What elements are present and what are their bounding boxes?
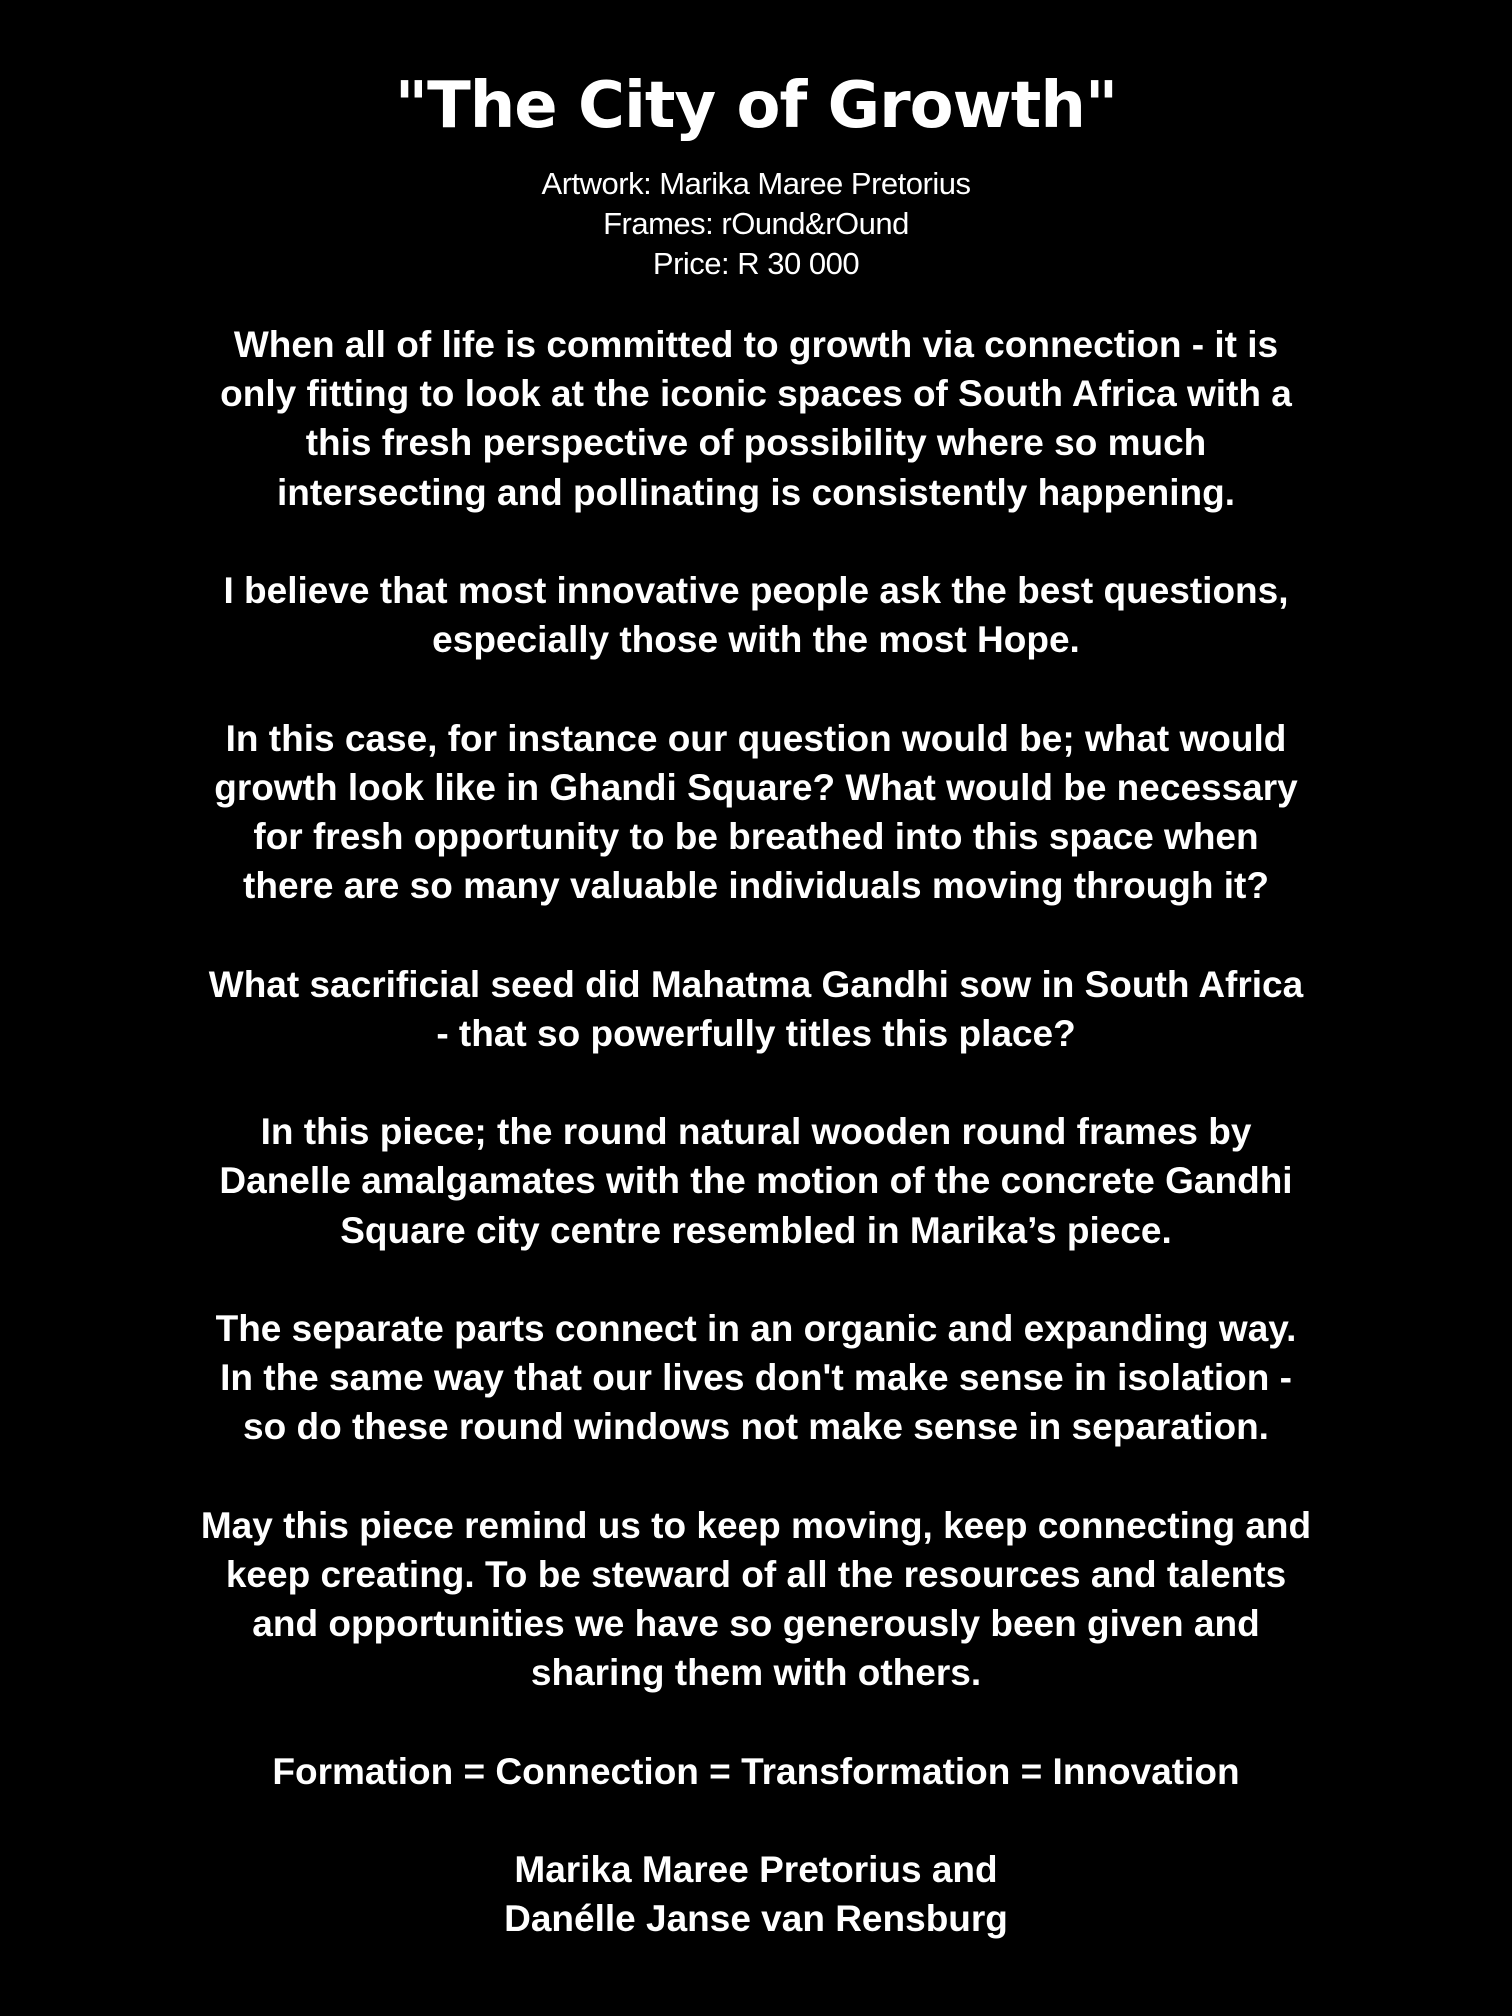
text-line: especially those with the most Hope. [432,619,1080,661]
text-line: Danelle amalgamates with the motion of the concrete Gandhi [219,1160,1293,1202]
text-line: May this piece remind us to keep moving, keep connecting and [200,1504,1312,1546]
text-line: there are so many valuable individuals moving through it? [243,865,1269,907]
text-line: - that so powerfully titles this place? [436,1012,1076,1054]
paragraph-signature [0,1845,1512,1943]
paragraph-closing [0,1501,1512,1698]
paragraph-questions [0,566,1512,664]
paragraph-sacrificial-seed [0,960,1512,1058]
text-line: What sacrificial seed did Mahatma Gandhi sow in South Africa [208,963,1304,1005]
text-line: for fresh opportunity to be breathed into this space when [253,816,1259,857]
artwork-credit: Artwork: Marika Maree Pretorius [541,166,971,201]
text-line: In this case, for instance our question would be; what would [225,717,1287,759]
text-line: growth look like in Ghandi Square? What would be necessary [214,766,1298,808]
text-line: this fresh perspective of possibility where so much [305,422,1207,464]
text-line: The separate parts connect in an organic and expanding way. [215,1307,1297,1349]
text-line: only fitting to look at the iconic spaces of South Africa with a [220,373,1292,415]
frames-credit: Frames: rOund&rOund [603,206,909,241]
page-title: "The City of Growth" [394,69,1118,143]
text-line: keep creating. To be steward of all the resources and talents [225,1553,1287,1595]
paragraph-frames [0,1107,1512,1255]
text-line: and opportunities we have so generously been given and [252,1603,1260,1645]
text-line: Danélle Janse van Rensburg [504,1898,1008,1940]
artwork-meta [0,164,1512,284]
text-line: so do these round windows not make sense in separation. [243,1406,1269,1448]
description-body [0,320,1512,1993]
text-line: Formation = Connection = Transformation = Innovation [272,1750,1240,1792]
paragraph-connection [0,1304,1512,1452]
text-line: sharing them with others. [530,1652,982,1694]
price-label: Price: R 30 000 [652,246,860,281]
text-line: In the same way that our lives don't make sense in isolation - [220,1357,1292,1399]
text-line: In this piece; the round natural wooden round frames by [260,1111,1252,1153]
text-line: Marika Maree Pretorius and [514,1849,998,1891]
text-line: When all of life is committed to growth via connection - it is [233,324,1279,365]
paragraph-formula [0,1747,1512,1796]
text-line: I believe that most innovative people ask the best questions, [223,570,1289,611]
paragraph-intro [0,320,1512,517]
paragraph-ghandi-square [0,714,1512,911]
text-line: intersecting and pollinating is consistently happening. [277,471,1235,513]
text-line: Square city centre resembled in Marika’s piece. [340,1209,1172,1251]
